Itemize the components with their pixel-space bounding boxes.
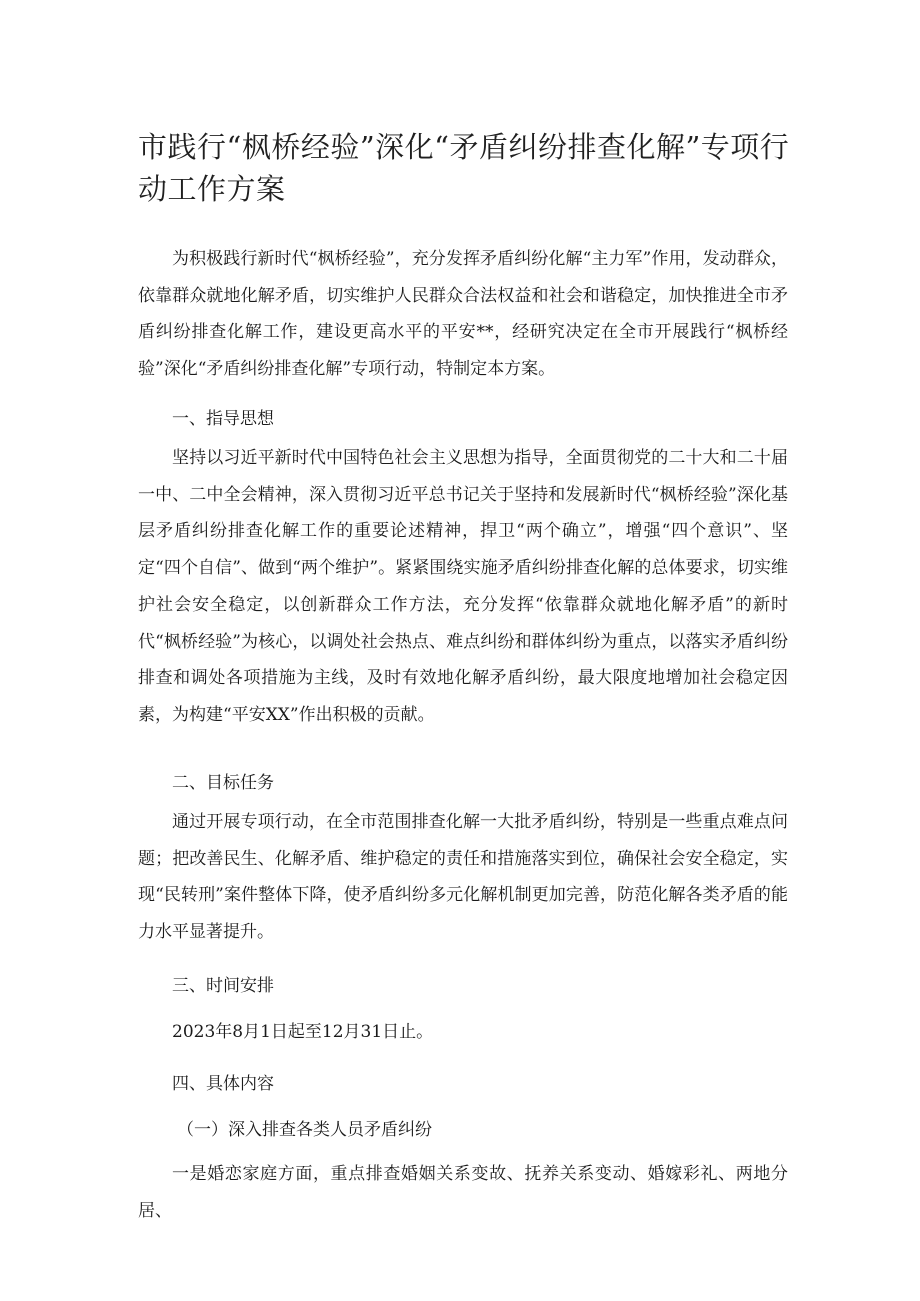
subsection-heading-disputes: （一）深入排查各类人员矛盾纠纷 <box>177 1120 432 1140</box>
disputes-paragraph: 一是婚恋家庭方面，重点排查婚姻关系变故、抚养关系变动、婚嫁彩礼、两地分居、 <box>138 1164 788 1221</box>
goals-paragraph: 通过开展专项行动，在全市范围排查化解一大批矛盾纠纷，特别是一些重点难点问题；把改善民生、化解矛盾、维护稳定的责任和措施落实到位，确保社会安全稳定，实现“民转刑”案件整体下降，使矛盾纠纷多元化解机制更加完善，防范化解各类矛盾的能力水平显著提升。 <box>138 812 788 943</box>
section-heading-schedule: 三、时间安排 <box>172 976 274 996</box>
document-title: 市践行“枫桥经验”深化“矛盾纠纷排查化解”专项行动工作方案 <box>138 130 790 206</box>
section-heading-guiding-ideology: 一、指导思想 <box>172 409 274 429</box>
section-heading-goals: 二、目标任务 <box>172 773 274 793</box>
schedule-paragraph: 2023年8月1日起至12月31日止。 <box>172 1022 434 1042</box>
guiding-ideology-paragraph: 坚持以习近平新时代中国特色社会主义思想为指导，全面贯彻党的二十大和二十届一中、二中全会精神，深入贯彻习近平总书记关于坚持和发展新时代“枫桥经验”深化基层矛盾纠纷排查化解工作的重要论述精神，捍卫“两个确立”，增强“四个意识”、坚定“四个自信”、做到“两个维护”。紧紧围绕实施矛盾纠纷排查化解的总体要求，切实维护社会安全稳定，以创新群众工作方法，充分发挥“依靠群众就地化解矛盾”的新时代“枫桥经验”为核心，以调处社会热点、难点纠纷和群体纠纷为重点，以落实矛盾纠纷排查和调处各项措施为主线，及时有效地化解矛盾纠纷，最大限度地增加社会稳定因素，为构建“平安XX”作出积极的贡献。 <box>138 448 788 725</box>
section-heading-content: 四、具体内容 <box>172 1074 274 1094</box>
intro-paragraph: 为积极践行新时代“枫桥经验”，充分发挥矛盾纠纷化解“主力军”作用，发动群众，依靠群众就地化解矛盾，切实维护人民群众合法权益和社会和谐稳定，加快推进全市矛盾纠纷排查化解工作，建设更高水平的平安**，经研究决定在全市开展践行“枫桥经验”深化“矛盾纠纷排查化解”专项行动，特制定本方案。 <box>138 249 788 380</box>
